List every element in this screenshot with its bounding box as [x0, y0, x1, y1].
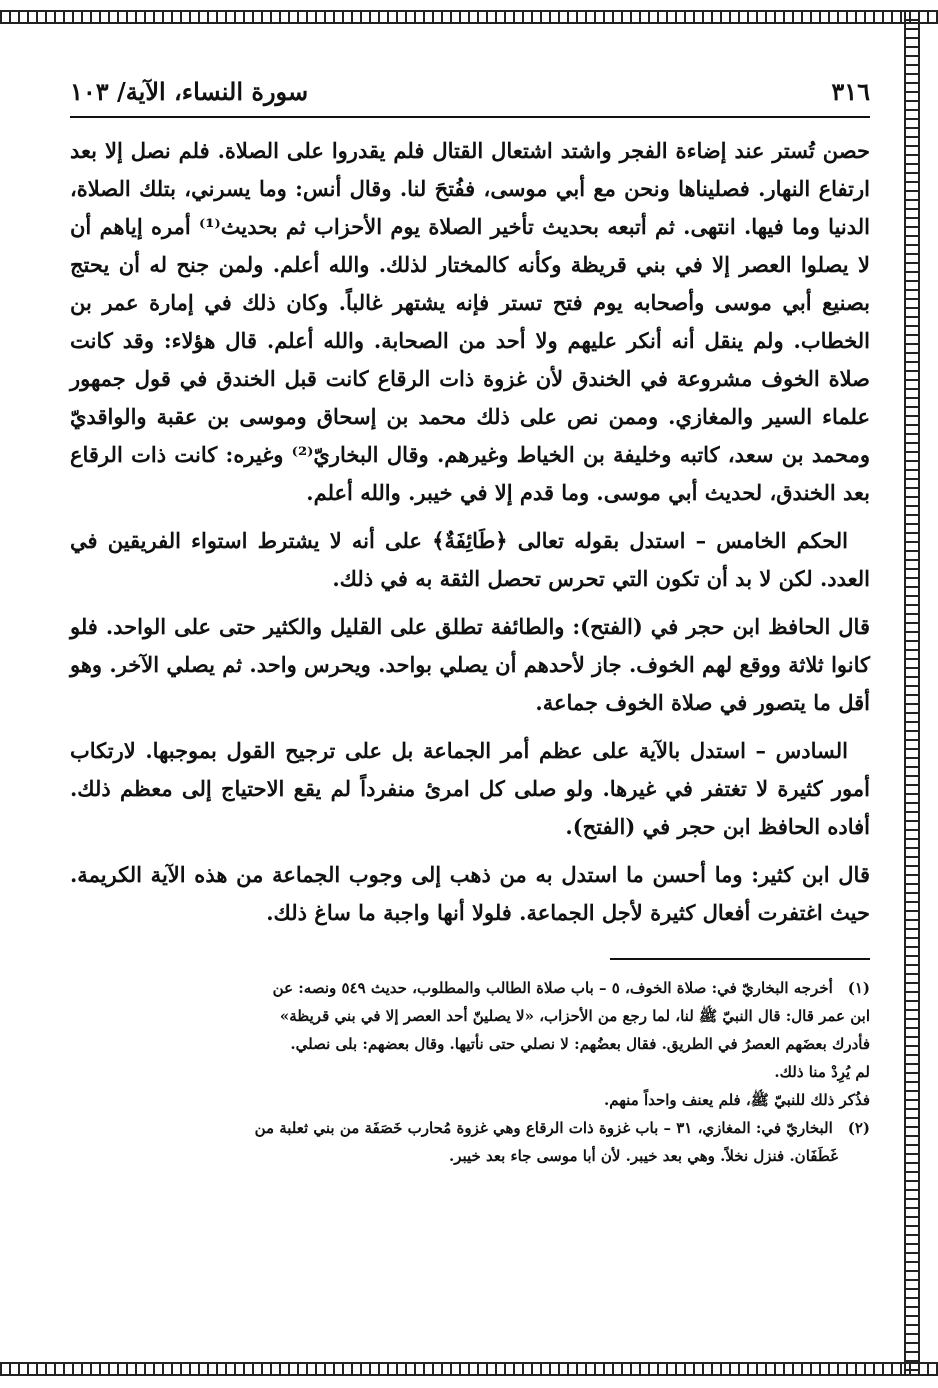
main-text	[70, 132, 870, 932]
footnote-2-line-2: غَطَفَان. فنزل نخلاً. وهي بعد خيبر. لأن أبا موسى جاء بعد خيبر.	[449, 1147, 838, 1165]
book-page	[70, 70, 870, 1170]
footnote-2-text-1: البخاريّ في: المغازي، ٣١ – باب غزوة ذات الرقاع وهي غزوة مُحارب خَصَفَة من بني ثعلبة من	[254, 1119, 833, 1137]
footnote-1-line-3: فأدرك بعضَهم العصرُ في الطريق. فقال بعضُهم: لا نصلي حتى نأتيها. وقال بعضهم: بلى نصلي.	[290, 1035, 870, 1053]
paragraph-5: قال ابن كثير: وما أحسن ما استدل به من ذهب إلى وجوب الجماعة من هذه الآية الكريمة. حيث اغتفرت أفعال كثيرة لأجل الجماعة. فلولا أنها واجبة ما ساغ ذلك.	[70, 862, 870, 925]
page-border-right	[904, 10, 920, 1376]
footnotes	[70, 974, 870, 1170]
footnote-separator	[610, 958, 870, 960]
page-border-top	[0, 10, 938, 24]
footnote-2-number: (٢)	[847, 1119, 870, 1137]
footnote-2-line-1	[70, 1114, 870, 1142]
paragraph-2: الحكم الخامس – استدل بقوله تعالى ﴿طَائِفَةٌ﴾ على أنه لا يشترط استواء الفريقين في العدد. لكن لا بد أن تكون التي تحرس تحصل الثقة به في ذلك.	[70, 528, 870, 591]
running-title: سورة النساء، الآية/ ١٠٣	[70, 77, 309, 106]
running-header	[70, 70, 870, 118]
footnote-2	[70, 1114, 870, 1170]
footnote-1	[70, 974, 870, 1114]
footnote-1-line-1	[70, 974, 870, 1002]
paragraph-4: السادس – استدل بالآية على عظم أمر الجماعة بل على ترجيح القول بموجبها. لارتكاب أمور كثيرة لا تغتفر في غيرها. ولو صلى كل امرئ منفرداً لم يقع الاحتياج إلى معظم ذلك. أفاده الحافظ ابن حجر في (الفتح).	[70, 738, 870, 839]
paragraph-1: حصن تُستر عند إضاءة الفجر واشتد اشتعال القتال فلم يقدروا على الصلاة. فلم نصل إلا بعد ارتفاع النهار. فصليناها ونحن مع أبي موسى، ففُتحَ لنا. وقال أنس: وما يسرني، بتلك الصلاة، الدنيا وما فيها. انتهى. ثم أتبعه بحديث تأخير الصلاة يوم الأحزاب ثم بحديث⁽¹⁾ أمره إياهم أن لا يصلوا العصر إلا في بني قريظة وكأنه كالمختار لذلك. والله أعلم. ولمن جنح له أن يحتج بصنيع أبي موسى وأصحابه يوم فتح تستر فإنه يشتهر غالباً. وكان ذلك في إمارة عمر بن الخطاب. ولم ينقل أنه أنكر عليهم ولا أحد من الصحابة. والله أعلم. قال هؤلاء: وقد كانت صلاة الخوف مشروعة في الخندق لأن غزوة ذات الرقاع كانت قبل الخندق في قول جمهور علماء السير والمغازي. وممن نص على ذلك محمد بن إسحاق وموسى بن عقبة والواقديّ ومحمد بن سعد، كاتبه وخليفة بن الخياط وغيرهم. وقال البخاريّ⁽²⁾ وغيره: كانت ذات الرقاع بعد الخندق، لحديث أبي موسى. وما قدم إلا في خيبر. والله أعلم.	[70, 138, 871, 505]
footnote-1-text-1: أخرجه البخاريّ في: صلاة الخوف، ٥ – باب صلاة الطالب والمطلوب، حديث ٥٤٩ ونصه: عن	[272, 979, 833, 997]
footnote-1-line-5: فذُكر ذلك للنبيّ ﷺ، فلم يعنف واحداً منهم.	[604, 1091, 870, 1109]
paragraph-3: قال الحافظ ابن حجر في (الفتح): والطائفة تطلق على القليل والكثير حتى على الواحد. فلو كانوا ثلاثة ووقع لهم الخوف. جاز لأحدهم أن يصلي بواحد. ويحرس واحد. ثم يصلي الآخر. وهو أقل ما يتصور في صلاة الخوف جماعة.	[70, 614, 870, 715]
footnote-1-line-2: ابن عمر قال: قال النبيّ ﷺ لنا، لما رجع من الأحزاب، «لا يصلينّ أحد العصر إلا في بني قريظة»	[279, 1007, 870, 1025]
footnote-1-line-4: لم يُرِدْ منا ذلك.	[774, 1063, 870, 1081]
footnote-1-number: (١)	[847, 979, 870, 997]
page-border-bottom	[0, 1362, 938, 1376]
page-number: ٣١٦	[831, 77, 870, 106]
